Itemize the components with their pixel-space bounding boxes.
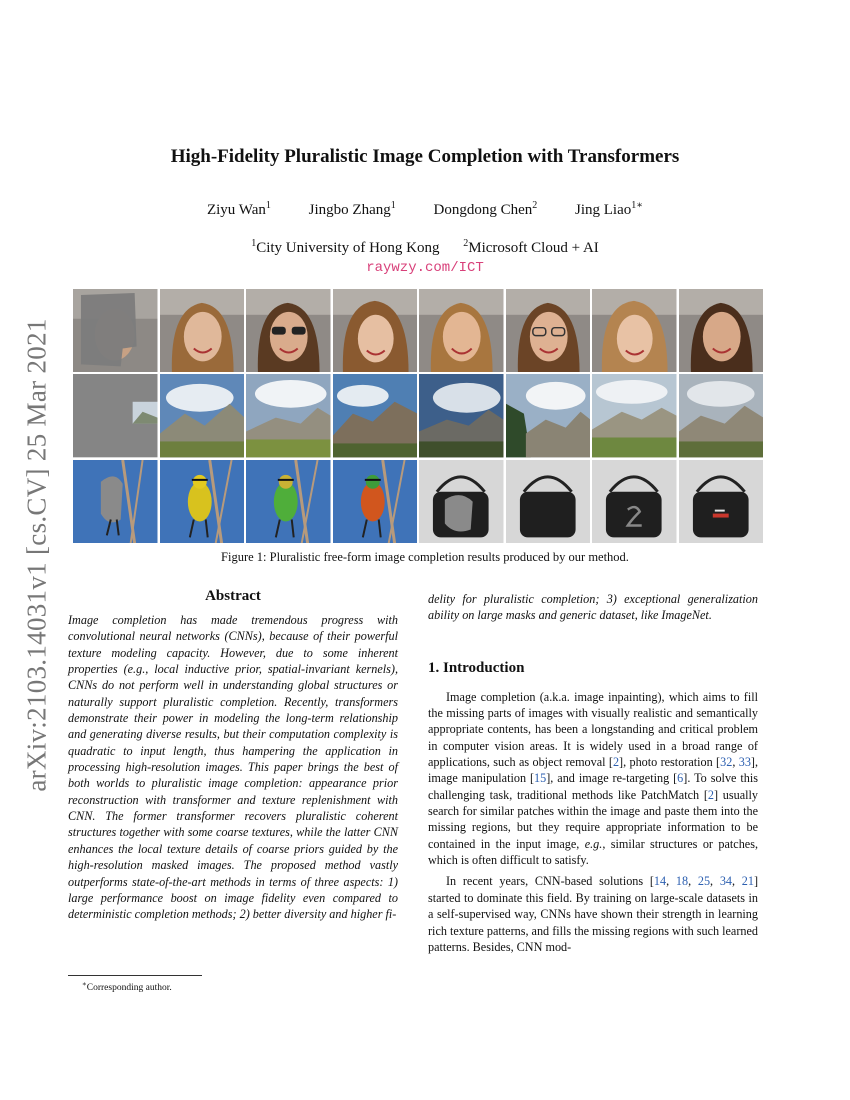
affiliation: $^1$City University of Hong Kong xyxy=(251,238,440,256)
bag-completion-result xyxy=(506,460,591,543)
abstract-continuation: delity for pluralistic completion; 3) exceptional generalization ability on large masks and generic dataset, like ImageNet. xyxy=(428,592,758,623)
face-completion-result xyxy=(160,289,245,372)
project-url-link[interactable]: raywzy.com/ICT xyxy=(366,260,484,276)
footnote-divider xyxy=(68,975,202,976)
bird-completion-result xyxy=(333,460,418,543)
introduction-paragraph-2: In recent years, CNN-based solutions [14, 18, 25, 34, 21] started to dominate this field. By training on large-scale datasets in a self-supervised way, CNNs have shown their strength in learning rich texture patterns, and fills the missing regions with such learned patterns. Besides, CNN mod- xyxy=(428,874,759,954)
introduction-heading: 1. Introduction xyxy=(428,659,525,676)
citation-link[interactable]: 14 xyxy=(653,874,667,889)
bag-completion-result xyxy=(592,460,677,543)
landscape-completion-result xyxy=(246,374,331,457)
author: Dongdong Chen$^2$ xyxy=(433,200,538,218)
citation-link[interactable]: 21 xyxy=(741,874,754,889)
arxiv-identifier: arXiv:2103.14031v1 [cs.CV] 25 Mar 2021 xyxy=(21,318,52,792)
citation-link[interactable]: 2 xyxy=(707,787,714,802)
landscape-completion-result xyxy=(679,374,764,457)
face-completion-result xyxy=(679,289,764,372)
left-column xyxy=(68,588,398,923)
author-list xyxy=(0,200,850,219)
face-completion-result xyxy=(506,289,591,372)
face-completion-result xyxy=(592,289,677,372)
citation-link[interactable]: 15 xyxy=(534,771,547,786)
citation-link[interactable]: 2 xyxy=(612,755,620,770)
face-completion-result xyxy=(419,289,504,372)
affiliation-list xyxy=(0,238,850,257)
citation-link[interactable]: 33 xyxy=(738,755,751,770)
author: Jingbo Zhang$^1$ xyxy=(308,200,396,218)
landscape-completion-result xyxy=(160,374,245,457)
corresponding-author-footnote: ∗Corresponding author. xyxy=(82,980,172,994)
landscape-completion-result xyxy=(592,374,677,457)
abstract-paragraph: Image completion has made tremendous progress with convolutional neural networks (CNNs), because of their powerful texture modeling capacity. However, due to some inherent properties (e.g., local inductive prior, spatial-invariant kernels), CNNs do not perform well in understanding global structures or naturally support pluralistic completion. Recently, transformers demonstrate their power in modeling the long-term relationship and generating diverse results, but their computation complexity is quadratic to input length, thus hampering the application in processing high-resolution images. This paper brings the best of both worlds to pluralistic image completion: appearance prior reconstruction with transformer and texture replenishment with CNN. The former transformer recovers pluralistic coherent structures together with some coarse textures, while the latter CNN enhances the local texture details of coarse priors guided by the high-resolution masked images. The proposed method vastly outperforms state-of-the-art methods in terms of three aspects: 1) large performance boost on image fidelity even compared to deterministic completion methods; 2) better diversity and higher fi- xyxy=(68,613,398,922)
citation-link[interactable]: 25 xyxy=(697,874,711,889)
affiliation: $^2$Microsoft Cloud + AI xyxy=(463,238,599,256)
bag-masked-input-image xyxy=(419,460,504,543)
landscape-completion-result xyxy=(419,374,504,457)
bag-completion-result xyxy=(679,460,764,543)
citation-link[interactable]: 6 xyxy=(677,771,684,786)
figure-1-image-grid xyxy=(73,289,763,543)
right-column xyxy=(428,591,758,955)
paper-title: High-Fidelity Pluralistic Image Completion with Transformers xyxy=(170,146,680,167)
abstract-heading: Abstract xyxy=(205,588,261,604)
landscape-completion-result xyxy=(333,374,418,457)
introduction-paragraph-1: Image completion (a.k.a. image inpainting), which aims to fill the missing parts of images with visually realistic and semantically appropriate contents, has been a longstanding and critical problem in computer vision areas. It is widely used in a broad range of applications, such as object removal [2], photo restoration [32, 33], image manipulation [15], and image re-targeting [6]. To solve this challenging task, traditional methods like PatchMatch [2] usually search for similar patches within the image and paste them into the missing regions, but they require appropriate information to be contained in the input image, e.g., similar structures or patches, which is often difficult to satisfy. xyxy=(428,689,759,868)
bird-masked-input-image xyxy=(73,460,158,543)
bird-completion-result xyxy=(246,460,331,543)
author: Ziyu Wan$^1$ xyxy=(206,200,271,218)
bird-completion-result xyxy=(160,460,245,543)
citation-link[interactable]: 32 xyxy=(720,755,733,770)
face-completion-result xyxy=(246,289,331,372)
citation-link[interactable]: 18 xyxy=(675,874,689,889)
landscape-completion-result xyxy=(506,374,591,457)
face-masked-input-image xyxy=(73,289,158,372)
author: Jing Liao$^{1∗}$ xyxy=(574,200,644,218)
figure-1-caption: Figure 1: Pluralistic free-form image completion results produced by our method. xyxy=(221,550,629,564)
citation-link[interactable]: 34 xyxy=(719,874,733,889)
face-completion-result xyxy=(333,289,418,372)
landscape-masked-input-image xyxy=(73,374,158,457)
